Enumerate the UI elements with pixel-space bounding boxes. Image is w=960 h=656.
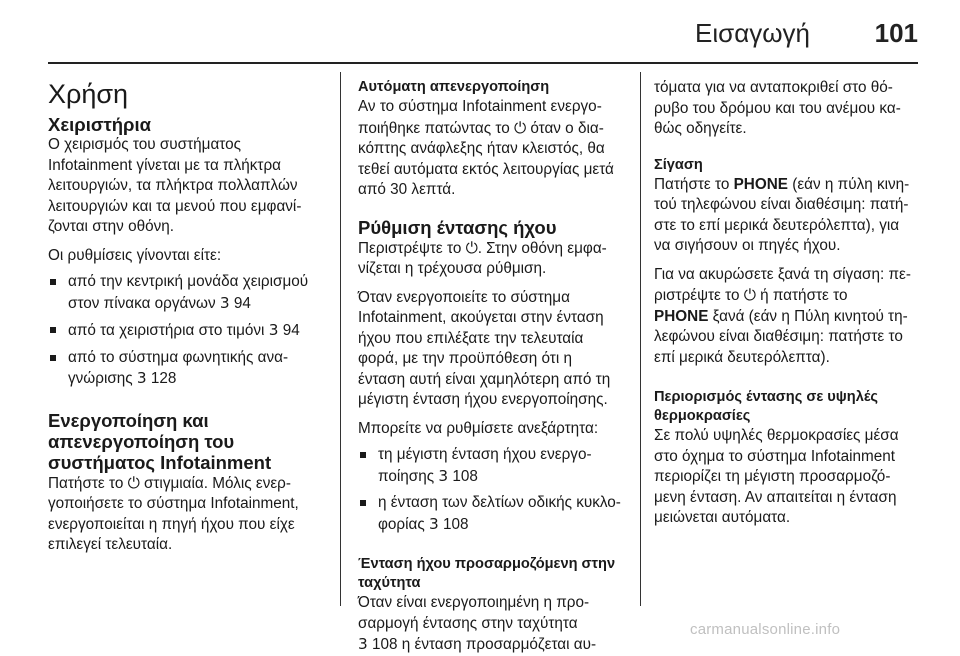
page-ref-icon: 3 [358, 635, 368, 653]
page-ref-icon: 3 [219, 293, 230, 312]
page-ref[interactable]: 128 [150, 370, 177, 387]
page-number: 101 [874, 18, 918, 48]
speed-heading: Ένταση ήχου προσαρμοζόμενη στην ταχύτητα [358, 556, 616, 591]
header-title: Εισαγωγή [695, 18, 810, 48]
temp-section [654, 388, 944, 529]
list-item: από το σύστημα φωνητικής ανα‐ γνώρισης 3 128 [48, 348, 333, 390]
section-title: Χρήση [48, 79, 129, 109]
auto-off-text: Αν το σύστημα Infotainment ενεργο‐ ποιήθηκε πατώντας το ⏻ όταν ο δια‐ κόπτης ανάφλεξης ήταν κλειστός, θα τεθεί αυτόματα εκτός λειτουργίας μετά από 30 λεπτά. [358, 98, 614, 198]
column-3 [654, 78, 944, 529]
continued-text: τόματα για να ανταποκριθεί στο θό‐ ρυβο του δρόμου και του ανέμου κα‐ θώς οδηγείτε. [654, 79, 901, 137]
page-ref[interactable]: 108 [452, 467, 478, 485]
speed-section [358, 555, 636, 656]
auto-off-heading: Αυτόματη απενεργοποίηση [358, 79, 550, 95]
column-divider-2 [640, 72, 641, 606]
page-ref-icon: 3 [268, 321, 279, 339]
page-ref[interactable]: 94 [282, 322, 300, 339]
page-ref-icon: 3 [438, 466, 449, 485]
watermark: carmanualsonline.info [690, 621, 841, 638]
volume-text-2: Όταν ενεργοποιείτε το σύστημα Infotainment, ακούγεται στην ένταση ήχου που επιλέξατε την τελευταία φορά, με την προϋπόθεση ότι η ένταση αυτή είναι χαμηλότερη από τη μέγιστη ένταση ήχου ενεργοποίησης. [358, 288, 611, 408]
volume-section [358, 217, 636, 536]
power-knob-icon: ⏻ [465, 238, 478, 257]
column-1 [48, 78, 333, 556]
column-divider-1 [340, 72, 341, 606]
unmute-text: Για να ακυρώσετε ξανά τη σίγαση: πε‐ ριστρέψτε το ⏻ ή πατήστε το PHONE ξανά (εάν η Πύλη κινητού τη‐ λεφώνου είναι διαθέσιμη: πατήστε το επί μερικά δευτερόλεπτα). [654, 265, 911, 366]
phone-key: PHONE [733, 175, 788, 193]
activation-heading: Ενεργοποίηση και απενεργοποίηση του συστήματος Infotainment [48, 409, 272, 473]
page-ref-icon: 3 [136, 369, 147, 387]
activation-section [48, 410, 333, 556]
page-ref[interactable]: 108 [442, 515, 469, 533]
temp-text: Σε πολύ υψηλές θερμοκρασίες μέσα στο όχημα το σύστημα Infotainment περιορίζει τη μέγιστη προσαρμοζό‐ μενη ένταση. Αν απαιτείται η ένταση μειώνεται αυτόματα. [654, 427, 899, 526]
list-item: από την κεντρική μονάδα χειρισμού στον πίνακα οργάνων 3 94 [48, 272, 333, 314]
power-knob-icon: ⏻ [127, 473, 140, 492]
header-rule [48, 62, 918, 64]
controls-heading: Χειριστήρια [48, 114, 152, 135]
independent-intro: Μπορείτε να ρυθμίσετε ανεξάρτητα: [358, 419, 599, 437]
list-item: από τα χειριστήρια στο τιμόνι 3 94 [48, 320, 333, 342]
temp-heading: Περιορισμός έντασης σε υψηλές θερμοκρασίες [654, 389, 878, 424]
activation-text: Πατήστε το ⏻ στιγμιαία. Μόλις ενερ‐ γοποιήσετε το σύστημα Infotainment, ενεργοποιείται η πηγή ήχου που είχε επιλεγεί τελευταία. [48, 473, 299, 553]
volume-text: Περιστρέψτε το ⏻. Στην οθόνη εμφα‐ νίζεται η τρέχουσα ρύθμιση. [358, 238, 607, 277]
controls-text: Ο χειρισμός του συστήματος Infotainment γίνεται με τα πλήκτρα λειτουργιών, τα πλήκτρα πολλαπλών λειτουργιών και τα μενού που εμφανί‐ ζονται στην οθόνη. [48, 136, 302, 235]
page-ref-icon: 3 [429, 514, 439, 533]
speed-text: Όταν είναι ενεργοποιημένη η προ‐ σαρμογή έντασης στην ταχύτητα 3 108 η ένταση προσαρμόζεται αυ‐ [358, 594, 597, 653]
power-knob-icon: ⏻ [743, 286, 756, 304]
volume-heading: Ρύθμιση έντασης ήχου [358, 216, 557, 238]
power-knob-icon: ⏻ [513, 118, 527, 137]
settings-intro: Οι ρυθμίσεις γίνονται είτε: [48, 246, 222, 264]
page-ref[interactable]: 94 [233, 294, 251, 312]
mute-heading: Σίγαση [654, 156, 703, 173]
list-item: τη μέγιστη ένταση ήχου ενεργο‐ ποίησης 3 108 [358, 445, 636, 487]
column-2 [358, 78, 636, 656]
phone-key: PHONE [654, 307, 709, 325]
list-item: η ένταση των δελτίων οδικής κυκλο‐ φορίας 3 108 [358, 493, 636, 535]
mute-text: Πατήστε το PHONE (εάν η πύλη κινη‐ τού τηλεφώνου είναι διαθέσιμη: πατή‐ στε το επί μερικά δευτερόλεπτα), για να σιγήσουν οι πηγές ήχου. [654, 175, 910, 254]
mute-section [654, 156, 944, 369]
